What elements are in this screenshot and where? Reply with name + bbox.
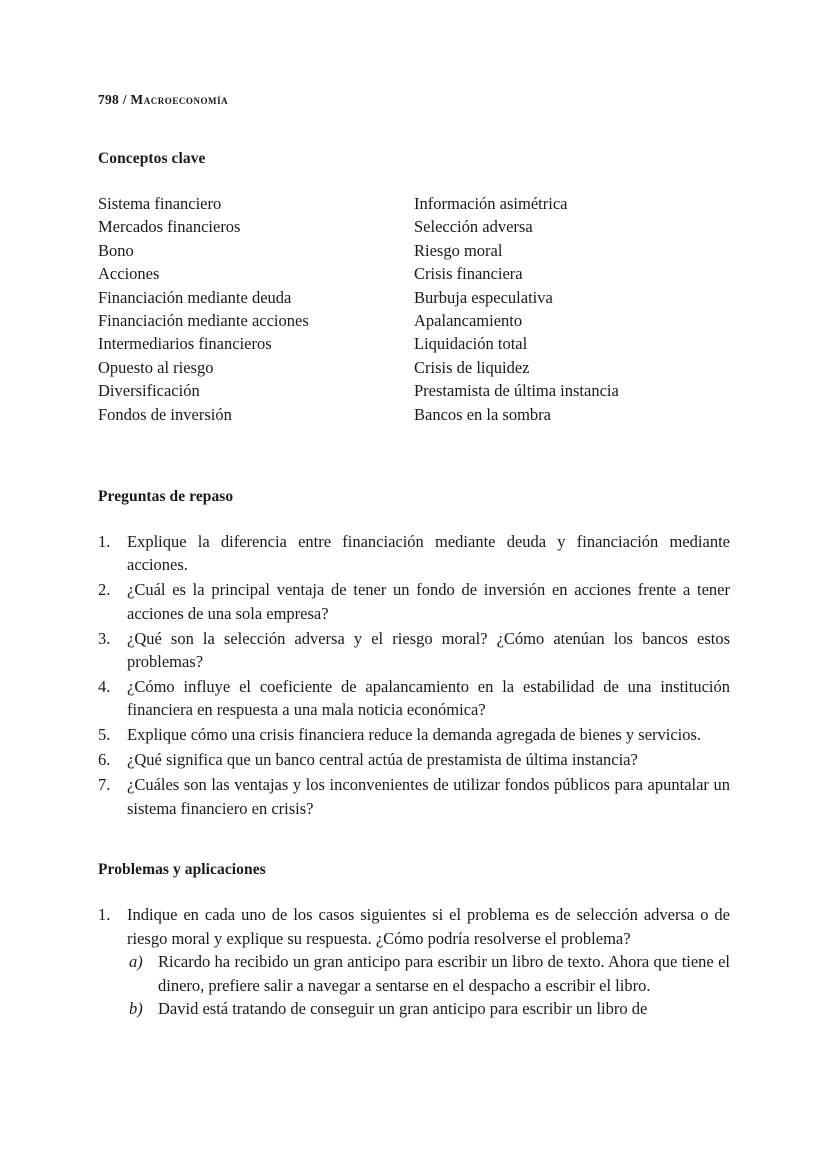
problem-sublist — [127, 950, 730, 1020]
list-item: Fondos de inversión — [98, 404, 232, 424]
key-concepts-list — [98, 192, 730, 426]
heading-review-questions: Preguntas de repaso — [98, 488, 234, 506]
list-item: Crisis financiera — [414, 264, 523, 284]
list-item: Sistema financiero — [98, 194, 222, 213]
list-item: Intermediarios financieros — [98, 334, 272, 354]
list-marker: 4. — [98, 677, 111, 696]
question-text: Explique cómo una crisis financiera reduce la demanda agregada de bienes y servicios. — [127, 725, 702, 745]
sublist-marker: b) — [129, 999, 143, 1019]
list-item: Diversificación — [98, 381, 200, 401]
list-item: Mercados financieros — [98, 217, 241, 237]
list-item — [98, 578, 730, 625]
key-concepts-column-left — [98, 192, 414, 426]
list-marker: 6. — [98, 750, 111, 770]
question-text: ¿Cómo influye el coeficiente de apalancamiento en la estabilidad de una institución financiera en respuesta a una mala noticia económica? — [127, 677, 730, 720]
heading-problems: Problemas y aplicaciones — [98, 861, 266, 879]
list-item — [98, 627, 730, 674]
list-item: Burbuja especulativa — [414, 287, 553, 307]
list-item: Apalancamiento — [414, 311, 523, 331]
list-item — [98, 773, 730, 820]
problems-list — [98, 903, 730, 1020]
heading-key-concepts: Conceptos clave — [98, 150, 206, 167]
question-text: Explique la diferencia entre financiación mediante deuda y financiación mediante acciones. — [127, 532, 730, 575]
list-item — [98, 723, 730, 746]
problem-text: Indique en cada uno de los casos siguientes si el problema es de selección adversa o de riesgo moral y explique su respuesta. ¿Cómo podría resolverse el problema? — [127, 905, 730, 948]
list-item — [127, 950, 730, 997]
list-marker: 1. — [98, 905, 111, 925]
list-item — [98, 903, 730, 1020]
list-marker: 5. — [98, 725, 111, 745]
list-item — [127, 997, 730, 1020]
list-item: Riesgo moral — [414, 240, 503, 260]
list-item: Acciones — [98, 264, 160, 284]
list-item — [98, 675, 730, 722]
running-head — [98, 92, 730, 108]
list-marker: 2. — [98, 580, 111, 600]
subitem-text: Ricardo ha recibido un gran anticipo para escribir un libro de texto. Ahora que tiene el dinero, prefiere salir a navegar a sentarse en el despacho a escribir el libro. — [158, 952, 730, 995]
key-concepts-column-right — [414, 192, 730, 426]
list-item — [98, 530, 730, 577]
running-head-separator: / — [122, 92, 127, 107]
list-item: Liquidación total — [414, 334, 528, 354]
list-item: Bancos en la sombra — [414, 404, 552, 424]
review-questions-list — [98, 530, 730, 820]
list-marker: 3. — [98, 628, 111, 648]
list-marker: 7. — [98, 775, 111, 795]
list-item: Prestamista de última instancia — [414, 381, 619, 401]
book-title: Macroeconomía — [130, 92, 229, 107]
question-text: ¿Cuáles son las ventajas y los inconvenientes de utilizar fondos públicos para apuntalar un sistema financiero en crisis? — [127, 775, 730, 818]
list-item: Financiación mediante deuda — [98, 287, 292, 307]
question-text: ¿Cuál es la principal ventaja de tener un fondo de inversión en acciones frente a tener acciones de una sola empresa? — [127, 580, 730, 623]
page-number: 798 — [98, 92, 120, 107]
list-item — [98, 748, 730, 771]
list-item: Financiación mediante acciones — [98, 311, 309, 331]
question-text: ¿Qué significa que un banco central actúa de prestamista de última instancia? — [127, 750, 638, 770]
question-text: ¿Qué son la selección adversa y el riesgo moral? ¿Cómo atenúan los bancos estos problemas? — [127, 628, 730, 672]
list-item: Crisis de liquidez — [414, 357, 530, 377]
list-item: Opuesto al riesgo — [98, 357, 214, 377]
sublist-marker: a) — [129, 952, 143, 972]
subitem-text: David está tratando de conseguir un gran anticipo para escribir un libro de — [158, 999, 648, 1019]
list-marker: 1. — [98, 532, 111, 552]
list-item: Selección adversa — [414, 217, 533, 237]
list-item: Información asimétrica — [414, 194, 568, 213]
list-item: Bono — [98, 240, 134, 260]
